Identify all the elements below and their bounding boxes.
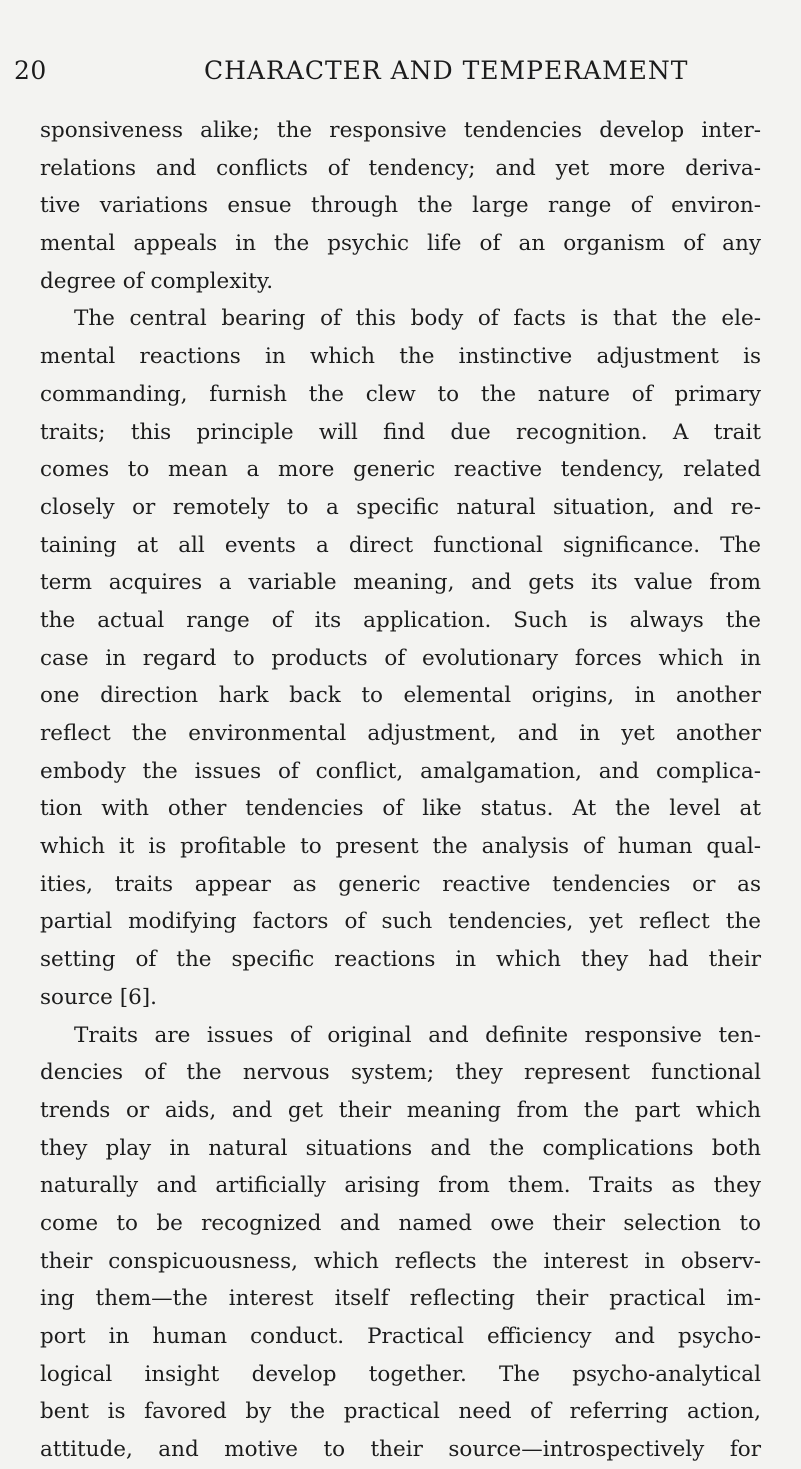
text-line: dencies of the nervous system; they represent functional <box>40 1060 761 1086</box>
text-line: mental reactions in which the instinctive adjustment is <box>40 344 761 370</box>
body-text <box>40 112 761 1469</box>
text-line: The central bearing of this body of facts is that the ele- <box>74 306 761 332</box>
text-line: Traits are issues of original and definite responsive ten- <box>74 1022 761 1048</box>
text-line: tion with other tendencies of like status. At the level at <box>40 796 761 822</box>
text-line: taining at all events a direct functional significance. The <box>40 532 761 558</box>
page-header <box>14 56 754 96</box>
text-line: attitude, and motive to their source—introspectively for <box>40 1437 761 1463</box>
text-line: degree of complexity. <box>40 268 274 294</box>
text-line: embody the issues of conflict, amalgamation, and complica- <box>40 758 761 784</box>
text-line: one direction hark back to elemental origins, in another <box>40 683 761 709</box>
text-line: port in human conduct. Practical efficiency and psycho- <box>40 1324 761 1349</box>
text-line: tive variations ensue through the large range of environ- <box>40 193 761 219</box>
text-line: comes to mean a more generic reactive tendency, related <box>40 457 761 483</box>
text-line: their conspicuousness, which reflects the interest in observ- <box>40 1248 761 1274</box>
text-line: partial modifying factors of such tendencies, yet reflect the <box>40 909 761 935</box>
text-line: sponsiveness alike; the responsive tendencies develop inter- <box>40 118 761 143</box>
text-line: logical insight develop together. The psycho-analytical <box>40 1361 761 1387</box>
text-line: setting of the specific reactions in which they had their <box>40 947 761 973</box>
text-line: mental appeals in the psychic life of an organism of any <box>40 231 761 257</box>
running-title: CHARACTER AND TEMPERAMENT <box>204 56 689 85</box>
text-line: reflect the environmental adjustment, and in yet another <box>40 721 761 746</box>
text-line: commanding, furnish the clew to the nature of primary <box>40 381 761 407</box>
text-line: trends or aids, and get their meaning from the part which <box>40 1097 761 1123</box>
text-line: they play in natural situations and the complications both <box>40 1135 761 1161</box>
text-line: which it is profitable to present the analysis of human qual- <box>40 834 761 860</box>
text-line: source [6]. <box>40 984 157 1010</box>
text-line: relations and conflicts of tendency; and yet more deriva- <box>40 155 761 181</box>
page-number: 20 <box>14 56 47 85</box>
text-line: ities, traits appear as generic reactive tendencies or as <box>40 871 761 897</box>
text-line: term acquires a variable meaning, and gets its value from <box>40 570 761 596</box>
text-line: case in regard to products of evolutionary forces which in <box>40 645 761 671</box>
text-line: the actual range of its application. Such is always the <box>40 607 761 633</box>
text-line: traits; this principle will find due recognition. A trait <box>40 419 761 445</box>
text-line: come to be recognized and named owe their selection to <box>40 1210 761 1236</box>
text-line: bent is favored by the practical need of referring action, <box>40 1399 761 1425</box>
text-line: naturally and artificially arising from them. Traits as they <box>40 1173 761 1199</box>
text-line: ing them—the interest itself reflecting their practical im- <box>40 1286 761 1312</box>
text-line: closely or remotely to a specific natural situation, and re- <box>40 494 761 520</box>
